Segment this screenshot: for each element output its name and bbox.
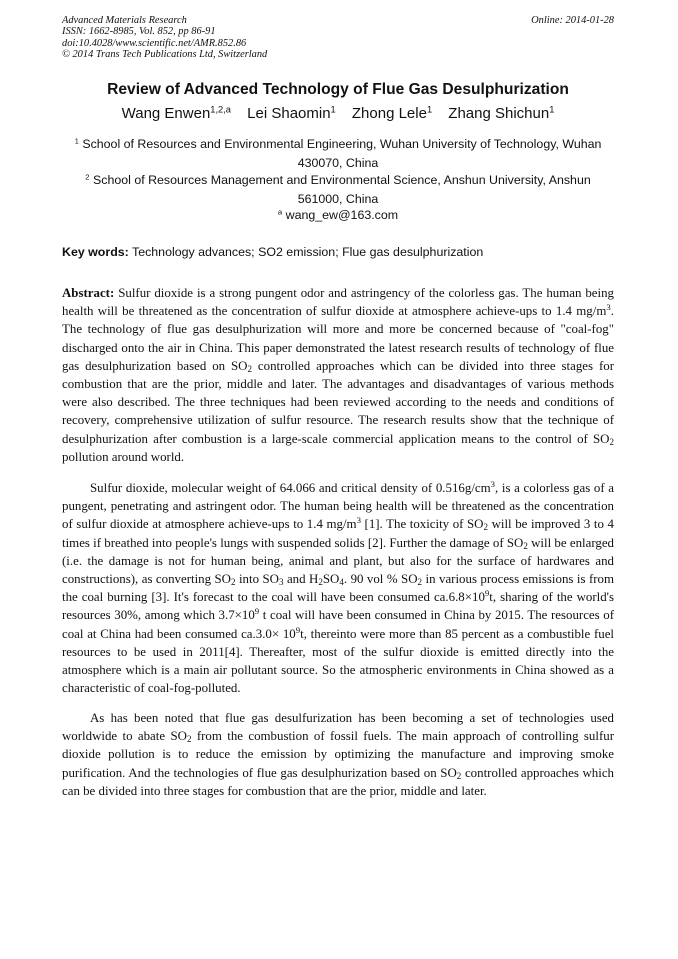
copyright-line: © 2014 Trans Tech Publications Ltd, Switzerland xyxy=(62,48,268,60)
paragraph-text: t, sharing of the world's resources 30%, among which 3.7×10 xyxy=(62,590,614,623)
superscript: 3 xyxy=(606,302,611,313)
superscript: 9 xyxy=(254,606,260,617)
subscript: 2 xyxy=(523,540,528,551)
affiliation-text: School of Resources and Environmental Engineering, Wuhan University of Technology, Wuhan 430070, China xyxy=(82,137,602,170)
author xyxy=(448,105,554,122)
author-email xyxy=(62,206,614,225)
journal-header xyxy=(62,15,482,60)
paragraph-text: will be enlarged (i.e. the damage is not for human being, animal and plant, but also for the surface of hardwares and constructions), as converting SO xyxy=(62,535,614,587)
author xyxy=(352,105,432,122)
affiliation-mark: 2 xyxy=(85,172,90,182)
abstract-text: . The technology of flue gas desulphurization will more and more be concerned because of "coal-fog" discharged onto the air in China. This paper demonstrated the latest research results of technology of flue gas desulphurization based on SO xyxy=(62,304,614,373)
superscript: 3 xyxy=(356,515,361,526)
subscript: 2 xyxy=(417,577,423,587)
abstract-text: Sulfur dioxide is a strong pungent odor and astringency of the colorless gas. The human being health will be threatened as the concentration of sulfur dioxide at atmosphere achieve-ups to 1.4 mg/m xyxy=(62,286,614,319)
doi-line[interactable]: doi:10.4028/www.scientific.net/AMR.852.86 xyxy=(62,37,247,49)
subscript: 3 xyxy=(278,577,284,587)
superscript: 3 xyxy=(490,479,496,490)
author-affiliation-mark: 1 xyxy=(549,104,555,115)
body-paragraph-1 xyxy=(62,479,614,697)
abstract-text: pollution around world. xyxy=(62,449,185,464)
paragraph-text: [1]. The toxicity of SO xyxy=(360,517,484,532)
paper-title: Review of Advanced Technology of Flue Gas Desulphurization xyxy=(107,81,569,98)
keywords-text: Technology advances; SO2 emission; Flue gas desulphurization xyxy=(132,245,484,259)
keywords xyxy=(62,244,614,261)
paragraph-text: into SO xyxy=(235,572,279,587)
subscript: 2 xyxy=(231,577,236,587)
paragraph-text: SO xyxy=(322,572,340,587)
email-mark: a xyxy=(277,207,283,217)
journal-name: Advanced Materials Research xyxy=(62,15,187,26)
abstract-label: Abstract: xyxy=(62,286,115,300)
paragraph-text: and H xyxy=(283,572,319,587)
paragraph-text: As has been noted that flue gas desulfurization has been becoming a set of technologies used worldwide to abate SO xyxy=(62,711,614,744)
subscript: 2 xyxy=(186,734,192,745)
author-list xyxy=(62,104,614,124)
paragraph-text: from the combustion of fossil fuels. The main approach of controlling sulfur dioxide pollution is to reduce the emission by optimizing the manufacture and improving smoke purification. And the technologies of flue gas desulphurization based on SO xyxy=(62,729,614,780)
superscript: 9 xyxy=(295,624,301,635)
paragraph-text: t coal will have been consumed in China by 2015. The resources of coal at China had been consumed ca.3.0× 10 xyxy=(62,608,614,641)
subscript: 2 xyxy=(247,363,253,374)
email-address[interactable]: wang_ew@163.com xyxy=(285,208,399,222)
author-affiliation-mark: 1 xyxy=(426,104,433,115)
keywords-label: Key words: xyxy=(62,245,129,259)
author xyxy=(247,105,336,122)
author-name: Lei Shaomin xyxy=(247,105,331,122)
subscript: 2 xyxy=(609,436,614,447)
author-name: Wang Enwen xyxy=(121,105,211,122)
issn-line: ISSN: 1662-8985, Vol. 852, pp 86-91 xyxy=(62,26,216,38)
subscript: 2 xyxy=(483,522,488,533)
subscript: 4 xyxy=(339,577,344,587)
affiliation-1 xyxy=(62,135,614,172)
paragraph-text: . 90 vol % SO xyxy=(343,572,418,587)
author-name: Zhong Lele xyxy=(351,105,427,122)
subscript: 2 xyxy=(456,770,462,781)
affiliation-2 xyxy=(62,171,614,208)
paragraph-text: in various process emissions is from the coal burning [3]. It's forecast to the coal will have been consumed ca.6.8×10 xyxy=(62,572,614,605)
abstract xyxy=(62,284,614,466)
paragraph-text: controlled approaches which can be divided into three stages for combustion that are the prior, middle and later. xyxy=(62,765,614,798)
author-affiliation-mark: 1 xyxy=(330,104,336,115)
affiliation-mark: 1 xyxy=(74,136,79,146)
author-name: Zhang Shichun xyxy=(448,105,550,122)
author-affiliation-mark: 1,2,a xyxy=(210,104,231,115)
paragraph-text: will be improved 3 to 4 times if breathed into people's lungs with suspended solids [2]. Further the damage of SO xyxy=(62,517,614,550)
paragraph-text: Sulfur dioxide, molecular weight of 64.066 and critical density of 0.516g/cm xyxy=(90,481,491,495)
abstract-text: controlled approaches which can be divided into three stages for combustion that are the prior, middle and later. The advantages and disadvantages of various methods were also described. The three techniques had been reviewed according to the needs and conditions of recovery, comprehensive utilization of sulfur resource. The research results show that the technique of desulphurization after combustion is a large-scale commercial application means to the control of SO xyxy=(62,358,614,446)
subscript: 2 xyxy=(318,577,323,587)
paragraph-text: t, thereinto were more than 85 percent as a combustible fuel resources to be used in 2011[4]. Thereafter, most of the sulfur dioxide is emitted directly into the atmosphere which is a main air pollutant source. So the atmospheric environments in China showed as a characteristic of coal-fog-polluted. xyxy=(62,626,614,696)
affiliation-text: School of Resources Management and Environmental Science, Anshun University, Anshun 561000, China xyxy=(92,173,591,206)
online-date: Online: 2014-01-28 xyxy=(531,15,614,26)
paragraph-text: , is a colorless gas of a pungent, penetrating and astringent odor. The human being health will be threatened as the concentration of sulfur dioxide at atmosphere achieve-ups to 1.4 mg/m xyxy=(62,481,614,532)
body-paragraph-2 xyxy=(62,709,614,800)
author xyxy=(122,105,231,122)
superscript: 9 xyxy=(484,588,490,599)
